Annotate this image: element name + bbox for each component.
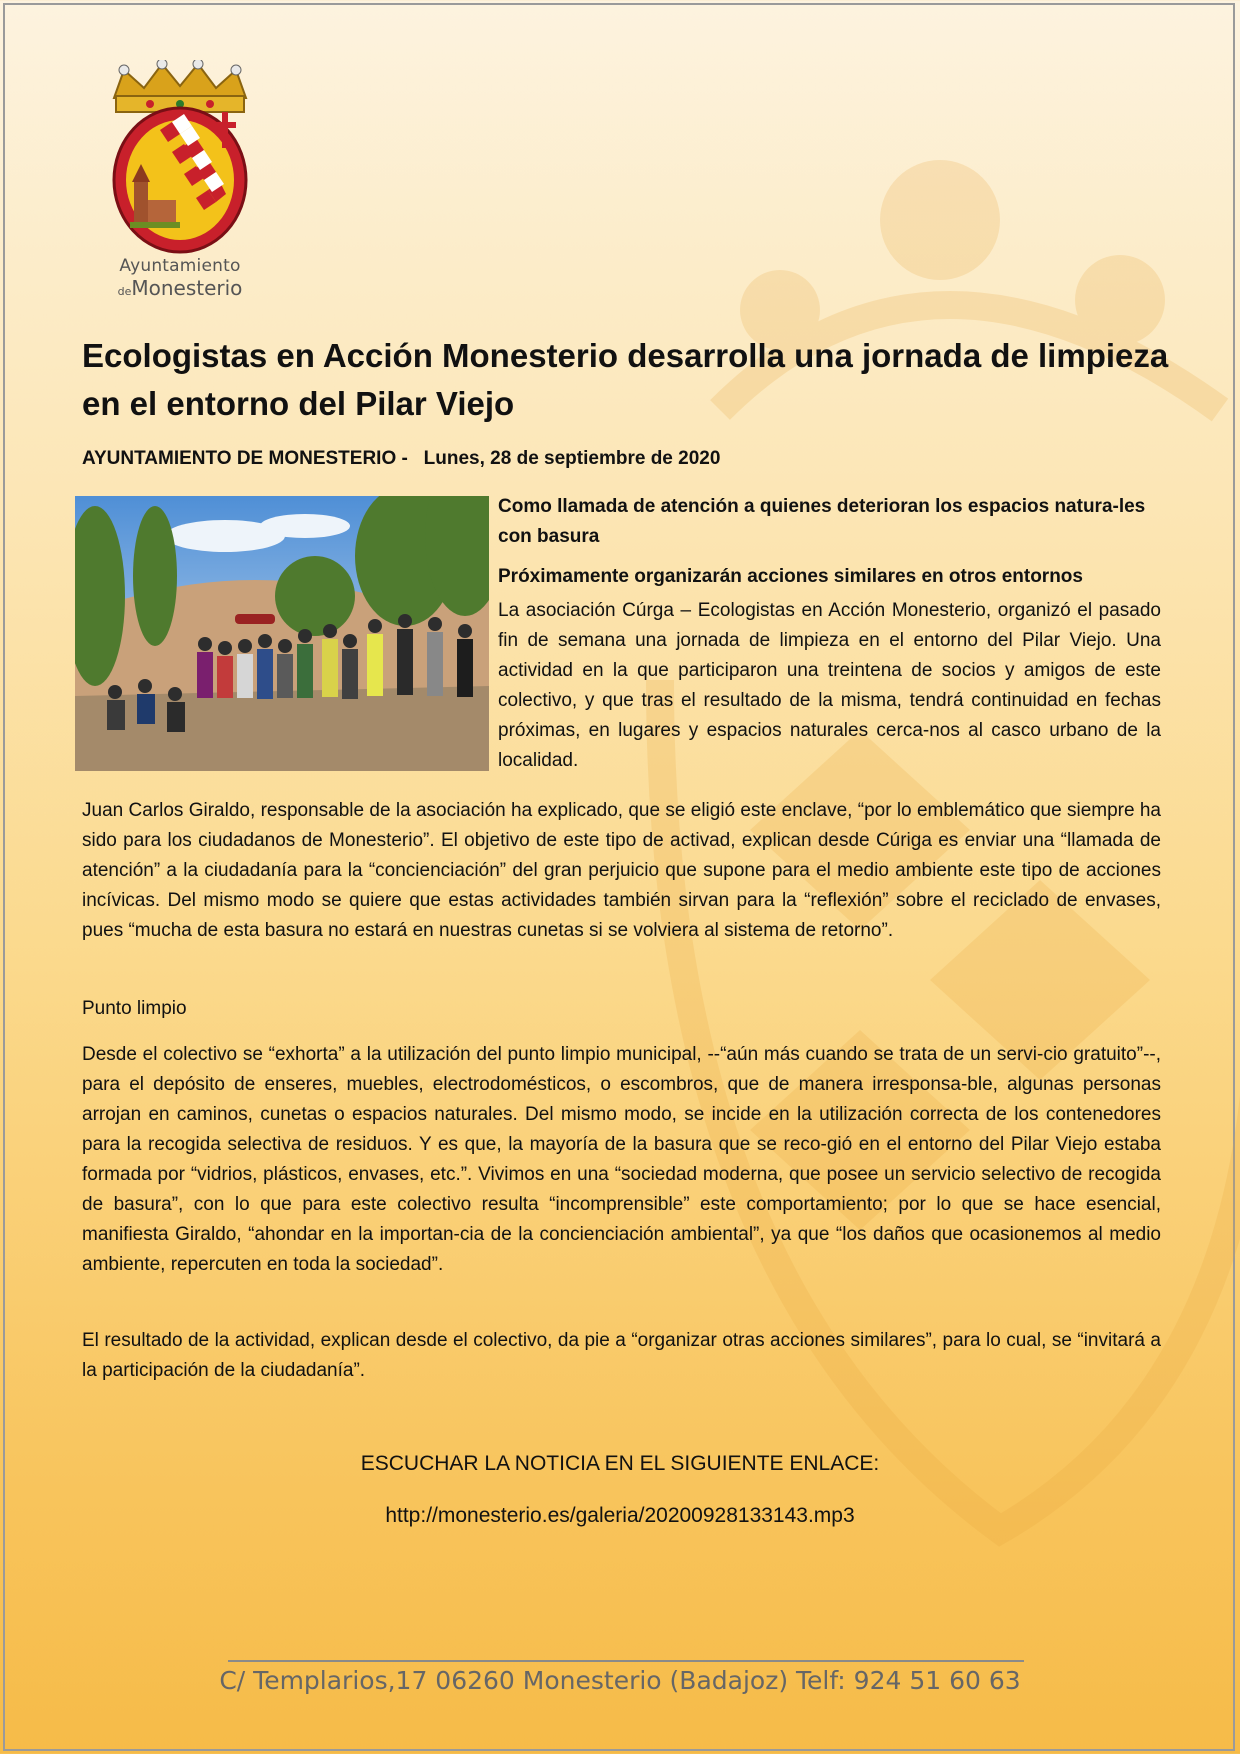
coat-of-arms-icon: [100, 60, 260, 256]
paragraph-3: Desde el colectivo se “exhorta” a la utilización del punto limpio municipal, --“aún más cuando se trata de un servi-cio gratuito”--, para el depósito de enseres, muebles, electrodomésticos, o escombros, que de manera irresponsa-ble, algunas personas arrojan en caminos, cunetas o espacios naturales. Del mismo modo, se incide en la utilización correcta de los contenedores para la recogida selectiva de residuos. Y es que, la mayoría de la basura que se reco-gió en el entorno del Pilar Viejo estaba formada por “vidrios, plásticos, envases, etc.”. Vivimos en una “sociedad moderna, que posee un servicio selectivo de recogida de basura”, con lo que para este colectivo resulta “incomprensible” este comportamiento; por lo que se hace esencial, manifiesta Giraldo, “ahondar en la importan-cia de la concienciación ambiental”, ya que “los daños que ocasionemos al medio ambiente, repercuten en toda la sociedad”.: [82, 1044, 1161, 1275]
article-byline: AYUNTAMIENTO DE MONESTERIO - Lunes, 28 de septiembre de 2020: [82, 448, 721, 469]
audio-link-url[interactable]: http://monesterio.es/galeria/20200928133143.mp3: [385, 1504, 855, 1527]
municipal-logo: [100, 60, 260, 300]
subheadline-2: Próximamente organizarán acciones similares en otros entornos: [498, 566, 1083, 587]
paragraph-2: Juan Carlos Giraldo, responsable de la asociación ha explicado, que se eligió este enclave, “por lo emblemático que siempre ha sido para los ciudadanos de Monesterio”. El objetivo de este tipo de activad, explican desde Cúriga es enviar una “llamada de atención” a la ciudadanía para la “concienciación” del gran perjuicio que supone para el medio ambiente este tipo de acciones incívicas. Del mismo modo se quiere que estas actividades también sirvan para la “reflexión” sobre el reciclado de envases, pues “mucha de esta basura no estará en nuestras cunetas si se volviera al sistema de retorno”.: [82, 800, 1161, 941]
subheadline-1: Como llamada de atención a quienes deterioran los espacios natura-les con basura: [498, 496, 1146, 547]
footer-address: C/ Templarios,17 06260 Monesterio (Badajoz) Telf: 924 51 60 63: [219, 1666, 1021, 1695]
article-photo: [75, 496, 489, 771]
lead-column: [498, 492, 1161, 776]
footer-divider: [228, 1660, 1024, 1662]
audio-link-label: ESCUCHAR LA NOTICIA EN EL SIGUIENTE ENLACE:: [360, 1452, 880, 1475]
logo-text-monesterio: [100, 276, 260, 300]
paragraph-4: El resultado de la actividad, explican desde el colectivo, da pie a “organizar otras acciones similares”, para lo cual, se “invitará a la participación de la ciudadanía”.: [82, 1330, 1161, 1381]
article-title: Ecologistas en Acción Monesterio desarrolla una jornada de limpieza en el entorno del Pilar Viejo: [82, 337, 1169, 422]
logo-text-ayuntamiento: Ayuntamiento: [119, 256, 241, 276]
logo-text-name: Monesterio: [131, 276, 243, 300]
logo-text-de: de: [117, 285, 132, 298]
paragraph-1: La asociación Cúrga – Ecologistas en Acción Monesterio, organizó el pasado fin de semana una jornada de limpieza en el entorno del Pilar Viejo. Una actividad en la que participaron una treintena de socios y amigos de este colectivo, y que tras el resultado de la misma, tendrá continuidad en fechas próximas, en lugares y espacios naturales cerca-nos al casco urbano de la localidad.: [498, 600, 1161, 771]
group-photo-image: [75, 496, 489, 771]
section-heading-punto-limpio: Punto limpio: [82, 998, 187, 1019]
